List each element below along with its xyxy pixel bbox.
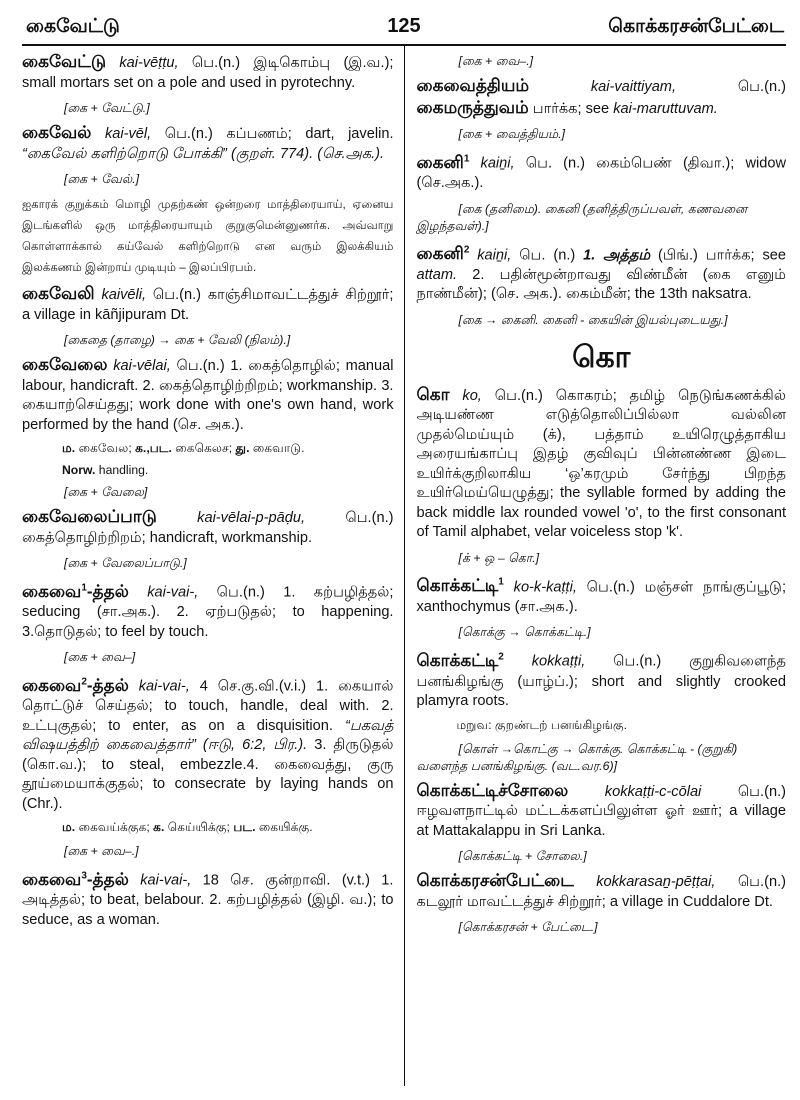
lang-abbr: பட.: [229, 820, 256, 835]
definition: 3. திருடுதல் (கொ.வ.); to steal, embezzle.4. கைவைத்து, குரு தூய்மையாக்குதல்; to consecrate by laying hands on (Chr.).: [22, 737, 394, 812]
entry: [22, 578, 394, 642]
definition: பெ.(n.) மஞ்சள் நாங்குப்பூடு; xanthochymus (சா.அக.).: [416, 579, 786, 615]
headword: கொக்கட்டிச்சோலை: [416, 780, 569, 800]
letter-section-heading: கொ: [572, 340, 631, 374]
etymology: [கை + வேலைப்பாடு.]: [64, 556, 187, 570]
right-column: [405, 46, 787, 1086]
left-column: [22, 46, 404, 1086]
headword: கைவைத்தியம்: [416, 76, 530, 95]
entry: [22, 672, 394, 814]
headword: கொக்கட்டி$^2$: [416, 651, 504, 671]
lang-abbr: க.,: [131, 441, 150, 455]
transliteration: kai-vēlai-p-pāḍu,: [197, 510, 306, 526]
definition: 18 செ. குன்றாவி. (v.t.) 1. அடித்தல்; to beat, belabour. 2. கற்பழித்தல் (இழி. வ.); to seduce, as a woman.: [22, 872, 394, 928]
entry: [22, 284, 394, 325]
citation: “கைவேல் களிற்றொடு போக்கி” (குறள். 774). (செ.அக.).: [22, 145, 385, 162]
entry: [22, 355, 394, 435]
header-last-word: கொக்கரசன்பேட்டை: [608, 16, 784, 37]
headword: கைனி$^1$: [416, 152, 470, 172]
etymology: [க் + ஒ – கொ.]: [458, 550, 540, 565]
etymology: [கை → கைனி. கைனி - கையின் இயல்புடையது.]: [458, 312, 728, 327]
entry: [417, 871, 787, 912]
definition: பெ.(n.) காஞ்சிமாவட்டத்துச் சிற்றூர்; a village in kāñjipuram Dt.: [22, 287, 394, 323]
definition: பெ.(n.) 1. கற்பழித்தல்; seducing (சா.அக.). 2. ஏற்படுதல்; to happening. 3.தொடுதல்; to feel by touch.: [22, 584, 394, 640]
headword: கைனி$^2$: [416, 244, 470, 264]
etymology: [கை + வை–.]: [458, 54, 534, 68]
etymology: [கொள் →கொட்கு → கொக்கு. கொக்கட்டி - (குறுகி) வளைந்த பனங்கிழங்கு. (வட.வர.6)]: [416, 741, 738, 773]
cognate-word: கைவேல;: [75, 441, 132, 455]
headword: கைவை$^2$-த்தல்: [22, 675, 129, 695]
lang-abbr: து.: [232, 441, 250, 455]
entry: [417, 76, 787, 119]
synonym: [457, 718, 787, 734]
transliteration: kai-vai-,: [138, 678, 190, 695]
definition: 4 செ.கு.வி.(v.i.) 1. கையால் தொட்டுச் செய்தல்; to touch, handle, deal with. 2. உட்புகுதல்; to enter, as on a disquisition.: [22, 678, 394, 734]
citation: “பகவத் விஷயத்திற் கைவைத்தார்” (ஈடு, 6:2, பிர.).: [22, 717, 394, 754]
definition: 2. பதின்மூன்றாவது விண்மீன் (கை எனும் நாண்மீன்); (செ. அக.). கைம்மீன்; the 13th naksatra.: [416, 266, 786, 303]
transliteration: kokkarasaṉ-pēṭṭai,: [596, 874, 716, 891]
cognate-word: கைவாடு.: [249, 441, 305, 455]
etymology: [கை + வேட்டு.]: [64, 101, 150, 115]
headword: கைவை$^3$-த்தல்: [22, 869, 129, 889]
headword: கைவேட்டு: [22, 52, 107, 71]
definition: (பிங்.) பார்க்க; see: [650, 247, 786, 264]
transliteration: kaiṉi,: [477, 247, 512, 264]
header-first-word: கைவேட்டு: [26, 16, 120, 37]
headword: கைவேலைப்பாடு: [22, 507, 157, 526]
two-column-body: [22, 46, 786, 1086]
entry: [417, 241, 787, 305]
definition: பார்க்க; see: [528, 100, 614, 117]
definition: பெ.(n.) ஈழவளநாட்டில் மட்டக்களப்பிலுள்ள ஓர் ஊர்; a village at Mattakalappu in Sri Lanka.: [416, 783, 786, 839]
transliteration: ko-k-kaṭṭi,: [513, 579, 577, 596]
lang-abbr: பட.: [149, 441, 172, 455]
page-number: 125: [387, 15, 421, 37]
entry: [22, 123, 394, 164]
cognate-word: கெய்யிக்கு;: [164, 820, 230, 835]
definition: பெ.(n.): [676, 79, 786, 95]
entry: [417, 781, 787, 842]
lang-abbr: ம.: [62, 820, 76, 835]
norse-cognate: [62, 463, 394, 477]
etymology: [கொக்கட்டி + சோலை.]: [458, 849, 587, 864]
definition: பெ.(n.) இடிகொம்பு (இ.வ.); small mortars set on a pole and used in pyrotechny.: [22, 55, 394, 91]
etymology: [கை + வை–.]: [64, 844, 139, 859]
etymology: [கொக்கரசன் + பேட்டை.]: [458, 920, 598, 935]
entry: [417, 385, 787, 543]
headword: கைவேலை: [22, 355, 108, 374]
etymology: [கை + வேல்.]: [64, 172, 140, 186]
lang-abbr: ம.: [62, 441, 76, 455]
synonym-label: மறுவ:: [456, 717, 492, 732]
transliteration: kai-vai-,: [140, 872, 192, 889]
transliteration: kai-vaittiyam,: [590, 79, 677, 95]
transliteration: kokkaṭṭi,: [531, 654, 586, 671]
transliteration: kai-vēṭṭu,: [119, 55, 179, 71]
headword: கொக்கரசன்பேட்டை: [416, 871, 574, 891]
definition: பெ.(n.) கப்பணம்; dart, javelin.: [151, 126, 394, 142]
etymology: [கை (தனிமை). கைனி (தனித்திருப்பவள், கணவனை இழந்தவள்).]: [416, 201, 748, 233]
cognates: [62, 820, 394, 836]
transliteration: ko,: [462, 387, 482, 404]
cognate-word: handling.: [95, 463, 149, 477]
cognate-word: கையிக்கு.: [255, 820, 313, 835]
etymology: [கை + வை–]: [64, 650, 136, 665]
lang-abbr: க.: [149, 820, 165, 835]
grammar-note: ஐகாரக் குறுக்கம் மொழி முதற்கண் ஒன்றரை மாத்திரையாய், ஏனைய இடங்களில் ஒரு மாத்திரையாயும் குறுகுமென்னுணர்க. அவ்வாறு கொள்ளாக்கால் கய்வேல் களிற்றொடு என வரும் இலக்கியம் இலக்கணம் இன்றாய் முடியும் – இலப்பிரபம்.: [22, 198, 394, 274]
page-header: [22, 10, 786, 46]
headword: கைவேலி: [22, 284, 95, 303]
cognate-word: கைவய்க்குக;: [75, 820, 150, 835]
transliteration: kaivēli,: [101, 287, 147, 303]
transliteration: kai-vai-,: [147, 584, 199, 601]
cross-reference-transliteration: kai-maruttuvam.: [613, 100, 718, 117]
cognate-word: கைகெலச;: [171, 441, 233, 455]
definition: பெ. (n.): [511, 247, 584, 264]
etymology: [கை + வைத்தியம்.]: [458, 127, 566, 141]
cognates: [62, 441, 394, 457]
transliteration: kaiṉi,: [480, 155, 515, 172]
headword: கொக்கட்டி$^1$: [416, 576, 504, 596]
entry: [417, 647, 787, 711]
synonym-word: குறண்டற் பனங்கிழங்கு.: [491, 717, 628, 732]
definition: பெ.(n.) குறுகிவளைந்த பனங்கிழங்கு (யாழ்ப்.); short and slightly crooked plamyra roots.: [416, 654, 786, 710]
cross-reference-transliteration: attam.: [416, 266, 458, 283]
transliteration: kokkaṭṭi-c-cōlai: [604, 783, 702, 800]
definition: பெ.(n.) கடலூர் மாவட்டத்துச் சிற்றூர்; a village in Cuddalore Dt.: [416, 874, 786, 910]
entry: [417, 573, 787, 618]
headword: கைவேல்: [22, 123, 92, 142]
entry: [22, 866, 394, 930]
definition: பெ.(n.) 1. கைத்தொழில்; manual labour, handicraft. 2. கைத்தொழிற்றிறம்; workmanship. 3. கையாற்செய்தது; work done with one's own hand, work performed by the hand (செ. அக.).: [22, 358, 394, 433]
etymology: [கைதை (தாழை) → கை + வேலி (நிலம்).]: [64, 333, 291, 347]
cross-reference: கைமருத்துவம்: [416, 97, 529, 117]
lang-abbr: Norw.: [62, 463, 96, 477]
definition: பெ.(n.) கைத்தொழிற்றிறம்; handicraft, workmanship.: [22, 510, 394, 546]
sense-reference: 1. அத்தம்: [583, 247, 651, 264]
etymology: [கை + வேலை]: [64, 485, 148, 499]
definition: பெ. (n.) கைம்பெண் (திவா.); widow (செ.அக.).: [416, 155, 786, 192]
entry: [417, 149, 787, 194]
headword: கைவை$^1$-த்தல்: [22, 581, 129, 601]
transliteration: kai-vēlai,: [113, 358, 171, 374]
etymology: [கொக்கு → கொக்கட்டி.]: [458, 625, 591, 640]
entry: [22, 507, 394, 548]
definition: பெ.(n.) கொகரம்; தமிழ் நெடுங்கணக்கில் அடியண்ண எடுத்தொலிப்பில்லா வல்லின முதல்மெய்யும் (க்), பத்தாம் உயிரெழுத்தாகிய அரையங்காப்பு இதழ் குவிவுப் பின்னண்ண இடை உயிர்க்குறிலாகிய ‘ஒ’கரமும் சேர்ந்து பிறந்த உயிர்மெய்யெழுத்து; the syllable formed by adding the back middle lax rounded vowel 'o', to the first consonant of Tamil alphabet, velar voiceless stop 'k'.: [416, 387, 786, 541]
headword: கொ: [416, 384, 450, 404]
transliteration: kai-vēl,: [104, 126, 152, 142]
entry: [22, 52, 394, 93]
